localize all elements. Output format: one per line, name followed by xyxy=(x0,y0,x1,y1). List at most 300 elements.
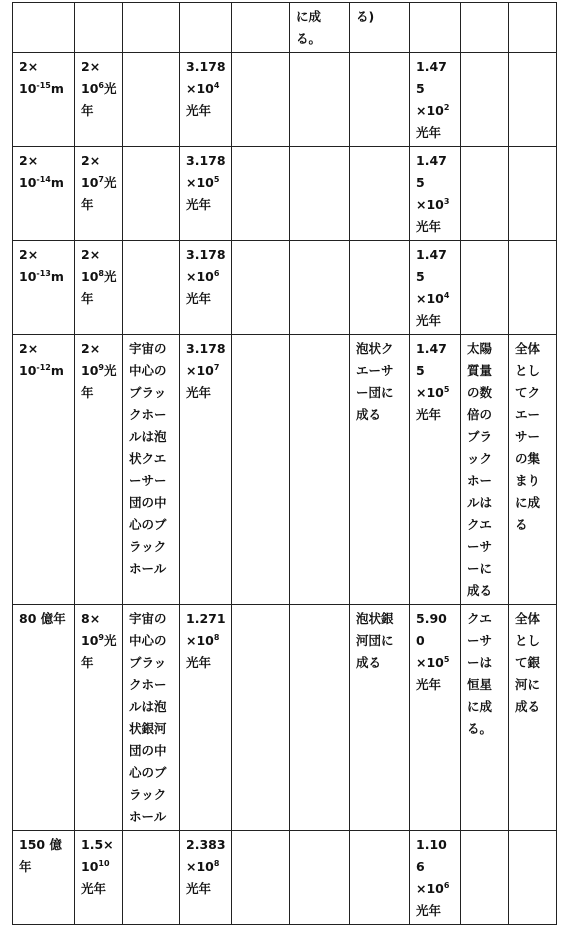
cell-line-text: る xyxy=(515,517,528,532)
cell-line xyxy=(186,244,226,266)
cell-line xyxy=(416,216,455,238)
cell-line xyxy=(19,172,69,194)
cell-line xyxy=(416,404,455,426)
table-cell xyxy=(232,53,290,147)
cell-line xyxy=(467,382,503,404)
cell-line xyxy=(129,558,174,580)
table-cell xyxy=(13,147,75,241)
cell-line xyxy=(129,382,174,404)
cell-line-text: ーに xyxy=(467,561,493,576)
exponent: -12 xyxy=(36,362,51,372)
table-cell xyxy=(75,53,123,147)
cell-line xyxy=(296,28,344,50)
cell-line-text: 心のブ xyxy=(129,765,167,780)
table-cell xyxy=(350,3,410,53)
cell-line-text: ×10 xyxy=(186,269,214,284)
cell-line xyxy=(467,404,503,426)
cell-line xyxy=(81,172,117,194)
cell-line-text: 光年 xyxy=(416,219,442,234)
cell-line xyxy=(129,806,174,828)
cell-line-text: 10 xyxy=(81,81,99,96)
cell-line xyxy=(416,608,455,652)
cell-line xyxy=(186,338,226,360)
table-cell xyxy=(180,335,232,605)
table-cell xyxy=(290,147,350,241)
cell-line-text: 150 億 xyxy=(19,837,62,852)
cell-line xyxy=(129,674,174,696)
table-cell xyxy=(350,335,410,605)
cell-line-text: 3.178 xyxy=(186,341,226,356)
table-cell xyxy=(410,831,461,925)
cell-line-text: 団の中 xyxy=(129,743,167,758)
cell-line xyxy=(467,448,503,470)
cell-line-text: 年 xyxy=(81,385,94,400)
table-cell xyxy=(180,831,232,925)
cell-line-text: 光年 xyxy=(416,407,442,422)
exponent: -15 xyxy=(36,80,51,90)
cell-line-text: ラック xyxy=(129,539,167,554)
cell-line xyxy=(81,652,117,674)
cell-line xyxy=(416,338,455,382)
cell-line xyxy=(186,78,226,100)
unit-text: 光 xyxy=(103,81,117,96)
cell-line-text: 光年 xyxy=(416,903,442,918)
cell-line-text: 光年 xyxy=(186,197,212,212)
cell-line-text: 状銀河 xyxy=(129,721,167,736)
cell-line xyxy=(515,652,551,674)
table-cell xyxy=(290,335,350,605)
cell-line-text: エー xyxy=(515,407,541,422)
cell-line xyxy=(129,696,174,718)
cell-line xyxy=(81,834,117,856)
cell-line-text: る) xyxy=(356,9,375,24)
cell-line xyxy=(467,360,503,382)
cell-line xyxy=(186,56,226,78)
table-cell xyxy=(410,147,461,241)
cell-line-text: 10 xyxy=(19,175,37,190)
table-row xyxy=(13,831,557,925)
cell-line-text: ーは xyxy=(467,655,493,670)
cell-line-text: 宇宙の xyxy=(129,341,167,356)
cell-line-text: ×10 xyxy=(416,291,444,306)
unit-text: 光 xyxy=(103,363,117,378)
cell-line-text: 河団に xyxy=(356,633,394,648)
cell-line-text: 成る xyxy=(356,407,382,422)
cell-line xyxy=(467,608,503,630)
cell-line-text: 年 xyxy=(81,103,94,118)
table-cell xyxy=(180,3,232,53)
exponent: 9 xyxy=(98,632,104,642)
cell-line xyxy=(186,288,226,310)
exponent: -14 xyxy=(36,174,51,184)
table-cell xyxy=(350,147,410,241)
cell-line-text: 光年 xyxy=(186,881,212,896)
cell-line-text: 1.475 xyxy=(416,341,447,378)
table-cell xyxy=(75,831,123,925)
exponent: 7 xyxy=(213,362,220,372)
cell-line xyxy=(81,382,117,404)
table-cell xyxy=(290,831,350,925)
cell-line-text: とし xyxy=(515,363,541,378)
table-body xyxy=(13,3,557,925)
cell-line-text: 1.475 xyxy=(416,59,447,96)
cell-line xyxy=(467,696,503,718)
cell-line-text: 泡状銀 xyxy=(356,611,394,626)
cell-line xyxy=(356,630,404,652)
cell-line xyxy=(129,514,174,536)
cell-line-text: て銀 xyxy=(515,655,541,670)
cell-line-text: 2× xyxy=(81,153,101,168)
table-cell xyxy=(123,831,180,925)
cell-line-text: ×10 xyxy=(416,197,444,212)
cell-line-text: 2× xyxy=(81,341,101,356)
cell-line-text: 年 xyxy=(81,291,94,306)
cell-line-text: とし xyxy=(515,633,541,648)
cell-line xyxy=(356,608,404,630)
cell-line xyxy=(129,718,174,740)
exponent: 6 xyxy=(213,268,220,278)
cell-line-text: 成る xyxy=(356,655,382,670)
cell-line xyxy=(81,360,117,382)
cell-line xyxy=(416,900,455,922)
cell-line xyxy=(356,6,404,28)
table-cell xyxy=(123,241,180,335)
cell-line xyxy=(129,360,174,382)
cell-line-text: 10 xyxy=(81,859,99,874)
cell-line-text: 全体 xyxy=(515,341,541,356)
cell-line xyxy=(356,652,404,674)
cell-line-text: 2× xyxy=(19,341,39,356)
cell-line-text: クエ xyxy=(467,611,492,626)
cell-line xyxy=(467,558,503,580)
cell-line-text: 10 xyxy=(19,269,37,284)
cell-line-text: 1.5× xyxy=(81,837,114,852)
cell-line xyxy=(186,172,226,194)
cell-line-text: 光年 xyxy=(186,103,212,118)
table-cell xyxy=(461,147,509,241)
table-cell xyxy=(75,335,123,605)
cell-line xyxy=(416,310,455,332)
table-cell xyxy=(13,605,75,831)
cell-line xyxy=(19,56,69,78)
cell-line xyxy=(129,784,174,806)
table-cell xyxy=(461,605,509,831)
table-cell xyxy=(232,147,290,241)
unit-text: m xyxy=(50,175,64,190)
cell-line xyxy=(81,100,117,122)
cell-line xyxy=(515,696,551,718)
cell-line-text: 3.178 xyxy=(186,247,226,262)
cell-line-text: 光年 xyxy=(416,313,442,328)
cell-line xyxy=(467,514,503,536)
cell-line xyxy=(186,360,226,382)
cell-line xyxy=(129,608,174,630)
cell-line-text: ×10 xyxy=(186,859,214,874)
cell-line-text: 1.271 xyxy=(186,611,226,626)
cell-line xyxy=(129,536,174,558)
cell-line xyxy=(186,382,226,404)
table-cell xyxy=(461,3,509,53)
cell-line-text: 10 xyxy=(81,269,99,284)
table-row xyxy=(13,3,557,53)
table-cell xyxy=(232,3,290,53)
table-cell xyxy=(410,3,461,53)
cell-line xyxy=(129,448,174,470)
cell-line xyxy=(467,630,503,652)
cell-line xyxy=(186,266,226,288)
exponent: 8 xyxy=(98,268,104,278)
exponent: 5 xyxy=(213,174,220,184)
table-cell xyxy=(350,53,410,147)
cell-line-text: 光年 xyxy=(416,677,442,692)
table-row xyxy=(13,147,557,241)
table-cell xyxy=(180,605,232,831)
cell-line-text: 3.178 xyxy=(186,59,226,74)
table-row xyxy=(13,335,557,605)
cell-line-text: ブラッ xyxy=(129,385,167,400)
cell-line xyxy=(19,266,69,288)
table-cell xyxy=(410,335,461,605)
cell-line xyxy=(81,878,117,900)
cell-line xyxy=(515,338,551,360)
cell-line xyxy=(19,150,69,172)
cell-line-text: 全体 xyxy=(515,611,541,626)
cell-line xyxy=(129,762,174,784)
exponent: 6 xyxy=(98,80,104,90)
table-cell xyxy=(410,241,461,335)
cell-line xyxy=(515,470,551,492)
cell-line xyxy=(515,448,551,470)
table-cell xyxy=(509,335,557,605)
cell-line xyxy=(416,288,455,310)
cell-line xyxy=(19,856,69,878)
cell-line xyxy=(186,150,226,172)
cell-line xyxy=(416,122,455,144)
cell-line xyxy=(416,834,455,878)
table-cell xyxy=(123,3,180,53)
cell-line xyxy=(296,6,344,28)
exponent: 8 xyxy=(213,632,220,642)
cell-line xyxy=(467,536,503,558)
table-cell xyxy=(180,53,232,147)
cell-line xyxy=(81,630,117,652)
cell-line xyxy=(129,426,174,448)
cell-line-text: ラック xyxy=(129,787,167,802)
cell-line-text: 光年 xyxy=(186,655,212,670)
cell-line xyxy=(467,426,503,448)
table-cell xyxy=(123,53,180,147)
cell-line xyxy=(129,740,174,762)
table-cell xyxy=(75,605,123,831)
cell-line-text: ーサ xyxy=(467,633,493,648)
cell-line-text: ×10 xyxy=(186,81,214,96)
cell-line xyxy=(19,338,69,360)
exponent: 10 xyxy=(98,858,110,868)
cell-line xyxy=(515,630,551,652)
table-cell xyxy=(232,605,290,831)
table-cell xyxy=(350,241,410,335)
cell-line-text: る。 xyxy=(296,31,322,46)
cell-line-text: ーサー xyxy=(129,473,167,488)
exponent: 4 xyxy=(443,290,450,300)
table-cell xyxy=(461,831,509,925)
cell-line-text: ルは xyxy=(467,495,493,510)
cell-line xyxy=(186,878,226,900)
unit-text: 光 xyxy=(103,175,117,190)
cell-line-text: 10 xyxy=(19,81,37,96)
cell-line xyxy=(467,580,503,602)
cell-line xyxy=(186,856,226,878)
table-cell xyxy=(509,3,557,53)
unit-text: m xyxy=(50,363,64,378)
cell-line xyxy=(19,360,69,382)
cell-line-text: 2.383 xyxy=(186,837,226,852)
cell-line xyxy=(467,492,503,514)
table-cell xyxy=(509,147,557,241)
table-cell xyxy=(509,53,557,147)
cell-line xyxy=(19,244,69,266)
cell-line xyxy=(515,608,551,630)
table-cell xyxy=(290,241,350,335)
table-cell xyxy=(290,53,350,147)
cell-line-text: 5.900 xyxy=(416,611,447,648)
table-row xyxy=(13,241,557,335)
table-cell xyxy=(232,241,290,335)
cell-line-text: 中心の xyxy=(129,363,167,378)
exponent: 9 xyxy=(98,362,104,372)
cell-line-text: 倍の xyxy=(467,407,493,422)
cell-line xyxy=(467,652,503,674)
exponent: 4 xyxy=(213,80,220,90)
unit-text: m xyxy=(50,81,64,96)
cell-line xyxy=(416,150,455,194)
cell-line-text: 年 xyxy=(81,197,94,212)
table-cell xyxy=(410,53,461,147)
cell-line xyxy=(81,78,117,100)
cell-line xyxy=(416,878,455,900)
table-cell xyxy=(410,605,461,831)
table-cell xyxy=(232,335,290,605)
cell-line xyxy=(186,630,226,652)
cell-line-text: の数 xyxy=(467,385,493,400)
exponent: 5 xyxy=(443,384,450,394)
cell-line xyxy=(416,56,455,100)
cell-line-text: 10 xyxy=(81,363,99,378)
table-cell xyxy=(180,147,232,241)
cell-line xyxy=(19,608,69,630)
cell-line-text: 質量 xyxy=(467,363,493,378)
table-cell xyxy=(75,241,123,335)
cell-line xyxy=(416,194,455,216)
cell-line xyxy=(186,194,226,216)
cell-line xyxy=(416,382,455,404)
table-cell xyxy=(13,53,75,147)
unit-text: 光 xyxy=(103,633,117,648)
cell-line xyxy=(467,718,503,740)
cell-line xyxy=(467,674,503,696)
table-cell xyxy=(461,335,509,605)
cell-line-text: 80 億年 xyxy=(19,611,66,626)
cell-line xyxy=(186,100,226,122)
cell-line xyxy=(515,674,551,696)
cell-line-text: 2× xyxy=(81,247,101,262)
cell-line-text: ×10 xyxy=(416,655,444,670)
cell-line-text: 1.475 xyxy=(416,153,447,190)
exponent: 6 xyxy=(443,880,450,890)
cell-line-text: 2× xyxy=(19,153,39,168)
data-table xyxy=(12,2,557,925)
cell-line-text: 光年 xyxy=(186,291,212,306)
table-cell xyxy=(461,241,509,335)
table-cell xyxy=(13,3,75,53)
cell-line-text: ーサ xyxy=(467,539,493,554)
exponent: 7 xyxy=(98,174,104,184)
cell-line-text: クホー xyxy=(129,677,167,692)
cell-line-text: ブラ xyxy=(467,429,493,444)
cell-line-text: まり xyxy=(515,473,541,488)
cell-line-text: 光年 xyxy=(81,881,107,896)
cell-line xyxy=(19,78,69,100)
cell-line-text: 2× xyxy=(81,59,101,74)
cell-line-text: に成 xyxy=(515,495,541,510)
cell-line-text: 8× xyxy=(81,611,101,626)
cell-line-text: の集 xyxy=(515,451,541,466)
cell-line-text: 1.106 xyxy=(416,837,447,874)
table-cell xyxy=(180,241,232,335)
table-cell xyxy=(13,241,75,335)
cell-line-text: ×10 xyxy=(416,385,444,400)
cell-line-text: 成る xyxy=(515,699,541,714)
cell-line-text: 太陽 xyxy=(467,341,493,356)
cell-line-text: 2× xyxy=(19,247,39,262)
cell-line-text: ック xyxy=(467,451,493,466)
table-cell xyxy=(509,605,557,831)
cell-line xyxy=(81,150,117,172)
table-row xyxy=(13,605,557,831)
cell-line xyxy=(356,404,404,426)
cell-line-text: に成 xyxy=(467,699,493,714)
table-cell xyxy=(350,831,410,925)
cell-line-text: 団の中 xyxy=(129,495,167,510)
exponent: 5 xyxy=(443,654,450,664)
table-cell xyxy=(509,241,557,335)
cell-line-text: ホー xyxy=(467,473,493,488)
cell-line-text: 年 xyxy=(19,859,32,874)
cell-line-text: 光年 xyxy=(416,125,442,140)
table-cell xyxy=(123,605,180,831)
cell-line xyxy=(416,674,455,696)
cell-line-text: 心のブ xyxy=(129,517,167,532)
cell-line-text: サー xyxy=(515,429,541,444)
cell-line xyxy=(81,856,117,878)
cell-line-text: 恒星 xyxy=(467,677,493,692)
table-row xyxy=(13,53,557,147)
cell-line-text: クエ xyxy=(467,517,492,532)
cell-line-text: 光年 xyxy=(186,385,212,400)
unit-text: 光 xyxy=(103,269,117,284)
cell-line xyxy=(81,338,117,360)
cell-line-text: に成 xyxy=(296,9,322,24)
cell-line-text: ×10 xyxy=(186,175,214,190)
cell-line xyxy=(515,382,551,404)
cell-line xyxy=(81,56,117,78)
table-cell xyxy=(509,831,557,925)
cell-line xyxy=(186,834,226,856)
cell-line-text: 1.475 xyxy=(416,247,447,284)
cell-line xyxy=(81,608,117,630)
cell-line xyxy=(81,288,117,310)
cell-line xyxy=(129,470,174,492)
